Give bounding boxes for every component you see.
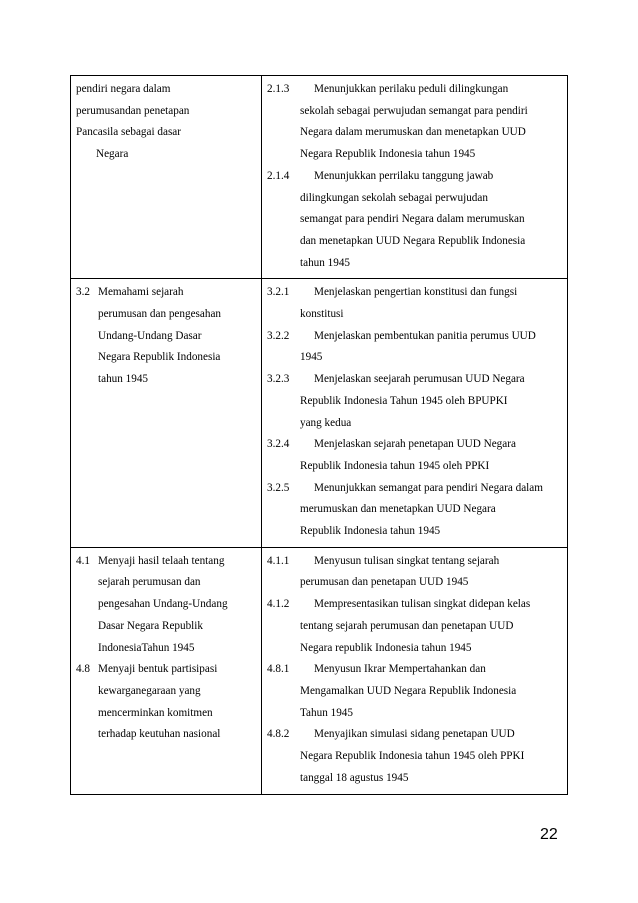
- indicator-item: [267, 282, 562, 325]
- indicator-number: 4.8.1: [267, 663, 290, 676]
- indicator-line: Menunjukkan perrilaku tanggung jawab: [314, 169, 494, 182]
- indicator-line: Mengamalkan UUD Negara Republik Indonesia: [300, 684, 517, 697]
- indicator-item: [267, 434, 562, 477]
- competency-line: sejarah perumusan dan: [98, 576, 201, 589]
- indicator-item: [267, 659, 562, 724]
- competency-number: 3.2: [76, 286, 90, 299]
- indicator-line: Negara Republik Indonesia tahun 1945 oleh PPKI: [300, 750, 525, 763]
- competency-line: Dasar Negara Republik: [98, 619, 203, 632]
- indicator-number: 3.2.3: [267, 373, 290, 386]
- competency-line: pengesahan Undang-Undang: [98, 598, 228, 611]
- competency-item: [76, 282, 256, 391]
- indicator-line: Menyusun Ikrar Mempertahankan dan: [314, 663, 486, 676]
- indicator-line: Menjelaskan pengertian konstitusi dan fungsi: [314, 286, 518, 299]
- indicator-line: semangat para pendiri Negara dalam merumuskan: [300, 213, 525, 226]
- indicator-line: konstitusi: [300, 308, 344, 321]
- indicator-number: 3.2.5: [267, 481, 290, 494]
- indicator-line: tahun 1945: [300, 256, 351, 269]
- competency-line: Menyaji hasil telaah tentang: [98, 554, 225, 567]
- page-number: 22: [540, 826, 558, 843]
- indicator-line: Tahun 1945: [300, 706, 353, 719]
- indicator-number: 4.1.1: [267, 554, 290, 567]
- indicator-number: 3.2.1: [267, 286, 290, 299]
- competency-line: kewarganegaraan yang: [98, 684, 201, 697]
- basic-competency-cell: [71, 76, 262, 279]
- indicator-line: Negara dalam merumuskan dan menetapkan UUD: [300, 126, 526, 139]
- indicator-line: sekolah sebagai perwujudan semangat para pendiri: [300, 104, 528, 117]
- competency-line: Menyaji bentuk partisipasi: [98, 663, 218, 676]
- indicator-line: perumusan dan penetapan UUD 1945: [300, 576, 469, 589]
- basic-competency-cell: [71, 279, 262, 547]
- competency-line: IndonesiaTahun 1945: [98, 641, 195, 654]
- indicator-item: [267, 551, 562, 594]
- indicator-line: merumuskan dan menetapkan UUD Negara: [300, 503, 496, 516]
- indicator-cell: [262, 547, 568, 794]
- competency-item: [76, 659, 256, 746]
- competency-line: Memahami sejarah: [98, 286, 184, 299]
- competency-number: 4.8: [76, 663, 90, 676]
- competency-line: mencerminkan komitmen: [98, 706, 213, 719]
- indicator-item: [267, 724, 562, 789]
- indicator-line: Mempresentasikan tulisan singkat didepan kelas: [314, 598, 531, 611]
- indicator-line: Menunjukkan perilaku peduli dilingkungan: [314, 83, 509, 95]
- indicator-line: Menyajikan simulasi sidang penetapan UUD: [314, 728, 515, 741]
- competency-line: terhadap keutuhan nasional: [98, 728, 221, 741]
- competency-line: tahun 1945: [98, 373, 149, 386]
- indicator-line: Menjelaskan sejarah penetapan UUD Negara: [314, 438, 516, 451]
- competency-number: 4.1: [76, 554, 90, 567]
- table-row: [71, 279, 568, 547]
- competency-item: [76, 551, 256, 660]
- cell-line: Negara: [96, 148, 129, 161]
- indicator-item: [267, 79, 562, 166]
- indicator-line: Menjelaskan pembentukan panitia perumus UUD: [314, 329, 536, 342]
- indicator-number: 3.2.4: [267, 438, 290, 451]
- indicator-line: Republik Indonesia Tahun 1945 oleh BPUPKI: [300, 394, 508, 407]
- indicator-cell: [262, 279, 568, 547]
- indicator-line: Menjelaskan seejarah perumusan UUD Negara: [314, 373, 525, 386]
- indicator-number: 2.1.4: [267, 169, 290, 182]
- indicator-line: Republik Indonesia tahun 1945: [300, 525, 441, 538]
- cell-line: pendiri negara dalam: [76, 83, 171, 95]
- table-row: [71, 547, 568, 794]
- indicator-line: dilingkungan sekolah sebagai perwujudan: [300, 191, 488, 204]
- competency-table: [70, 75, 568, 795]
- indicator-line: Negara Republik Indonesia tahun 1945: [300, 148, 476, 161]
- indicator-line: tentang sejarah perumusan dan penetapan UUD: [300, 619, 514, 632]
- indicator-number: 4.8.2: [267, 728, 290, 741]
- indicator-item: [267, 369, 562, 434]
- indicator-item: [267, 478, 562, 543]
- indicator-line: Menunjukkan semangat para pendiri Negara dalam: [314, 481, 543, 494]
- indicator-line: Republik Indonesia tahun 1945 oleh PPKI: [300, 459, 490, 472]
- competency-line: Undang-Undang Dasar: [98, 329, 202, 342]
- indicator-item: [267, 594, 562, 659]
- indicator-item: [267, 166, 562, 275]
- indicator-line: Negara republik Indonesia tahun 1945: [300, 641, 472, 654]
- indicator-number: 4.1.2: [267, 598, 290, 611]
- indicator-line: Menyusun tulisan singkat tentang sejarah: [314, 554, 500, 567]
- indicator-cell: [262, 76, 568, 279]
- competency-line: Negara Republik Indonesia: [98, 351, 221, 364]
- cell-line: perumusandan penetapan: [76, 104, 190, 117]
- indicator-item: [267, 326, 562, 369]
- indicator-number: 2.1.3: [267, 83, 290, 95]
- indicator-line: tanggal 18 agustus 1945: [300, 771, 409, 784]
- table-row: [71, 76, 568, 279]
- indicator-line: yang kedua: [300, 416, 352, 429]
- indicator-line: 1945: [300, 351, 323, 364]
- indicator-number: 3.2.2: [267, 329, 290, 342]
- competency-line: perumusan dan pengesahan: [98, 308, 222, 321]
- cell-line: Pancasila sebagai dasar: [76, 126, 181, 139]
- basic-competency-cell: [71, 547, 262, 794]
- indicator-line: dan menetapkan UUD Negara Republik Indonesia: [300, 234, 526, 247]
